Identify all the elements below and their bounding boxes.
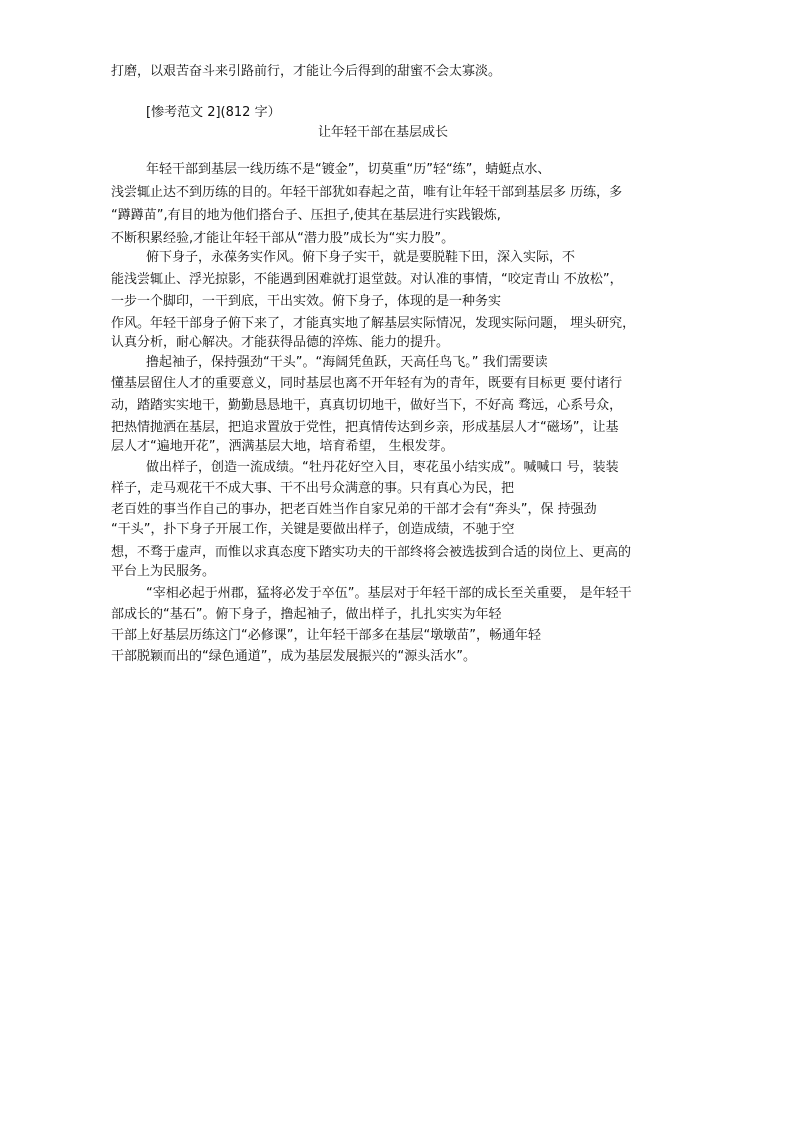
paragraph-line: 平台上为民服务。 [111,564,216,579]
paragraph-line: 做出样子，创造一流成绩。“牡丹花好空入目，枣花虽小结实成”。喊喊口 号，装装 [146,460,619,475]
paragraph-line: “蹲蹲苗”,有目的地为他们搭台子、压担子,使其在基层进行实践锻炼, [111,208,501,223]
paragraph-line: 俯下身子，永葆务实作风。俯下身子实干，就是要脱鞋下田，深入实际，不 [146,250,576,265]
reference-heading: [惨考范文 2](812 字） [146,105,281,120]
paragraph-line: 一步一个脚印，一干到底，干出实效。俯下身子，体现的是一种务实 [111,294,502,309]
paragraph-line: 能浅尝辄止、浮光掠影，不能遇到困难就打退堂鼓。对认准的事情，“咬定青山 不放松”， [111,272,623,287]
paragraph-line: 不断积累经验,才能让年轻干部从“潜力股”成长为“实力股”。 [111,231,455,246]
paragraph-line: 把热情抛洒在基层，把追求置放于党性，把真情传达到乡亲，形成基层人才“磁场”，让基 [111,420,619,435]
paragraph-line: 年轻干部到基层一线历练不是“镀金”，切莫重“历”轻“练”，蜻蜓点水、 [146,162,551,177]
paragraph-line: 动，踏踏实实地干，勤勤恳恳地干，真真切切地干，做好当下，不好高 骛远，心系号众， [111,398,623,413]
paragraph-line: “干头”，扑下身子开展工作，关键是要做出样子，创造成绩，不驰于空 [111,522,515,537]
paragraph-line: 老百姓的事当作自己的事办，把老百姓当作自家兄弟的干部才会有“奔头”，保 持强劲 [111,502,597,517]
paragraph-line: 撸起袖子，保持强劲“干头”。“海阔凭鱼跃，天高任鸟飞。” 我们需要读 [146,355,548,370]
paragraph-line: 部成长的“基石”。俯下身子，撸起袖子，做出样子，扎扎实实为年轻 [111,607,502,622]
paragraph-line: 懂基层留住人才的重要意义，同时基层也离不开年轻有为的青年，既要有目标更 要付诸行 [111,376,623,391]
paragraph-line: 干部上好基层历练这门“必修课”，让年轻干部多在基层“墩墩苗”，畅通年轻 [111,628,541,643]
paragraph-line: 作风。年轻干部身子俯下来了，才能真实地了解基层实际情况，发现实际问题， 埋头研究， [111,316,636,331]
intro-line: 打磨，以艰苦奋斗来引路前行，才能让今后得到的甜蜜不会太寡淡。 [111,64,502,79]
paragraph-line: 想，不骛于虚声，而惟以求真态度下踏实功夫的干部终将会被选拔到合适的岗位上、更高的 [111,545,632,560]
paragraph-line: 层人才“遍地开花”，洒满基层大地，培育希望， 生根发芽。 [111,439,454,454]
paragraph-line: 干部脱颖而出的“绿色通道”，成为基层发展振兴的“源头活水”。 [111,649,476,664]
paragraph-line: 浅尝辄止达不到历练的目的。年轻干部犹如春起之苗，唯有让年轻干部到基层多 历练，多 [111,185,623,200]
paragraph-line: 认真分析，耐心解决。才能获得品德的淬炼、能力的提升。 [111,335,450,350]
essay-title: 让年轻干部在基层成长 [318,125,449,140]
paragraph-line: 样子，走马观花干不成大事、干不出号众满意的事。只有真心为民，把 [111,481,515,496]
paragraph-line: “宰相必起于州郡，猛将必发于卒伍”。基层对于年轻干部的成长至关重要， 是年轻干 [146,586,632,601]
